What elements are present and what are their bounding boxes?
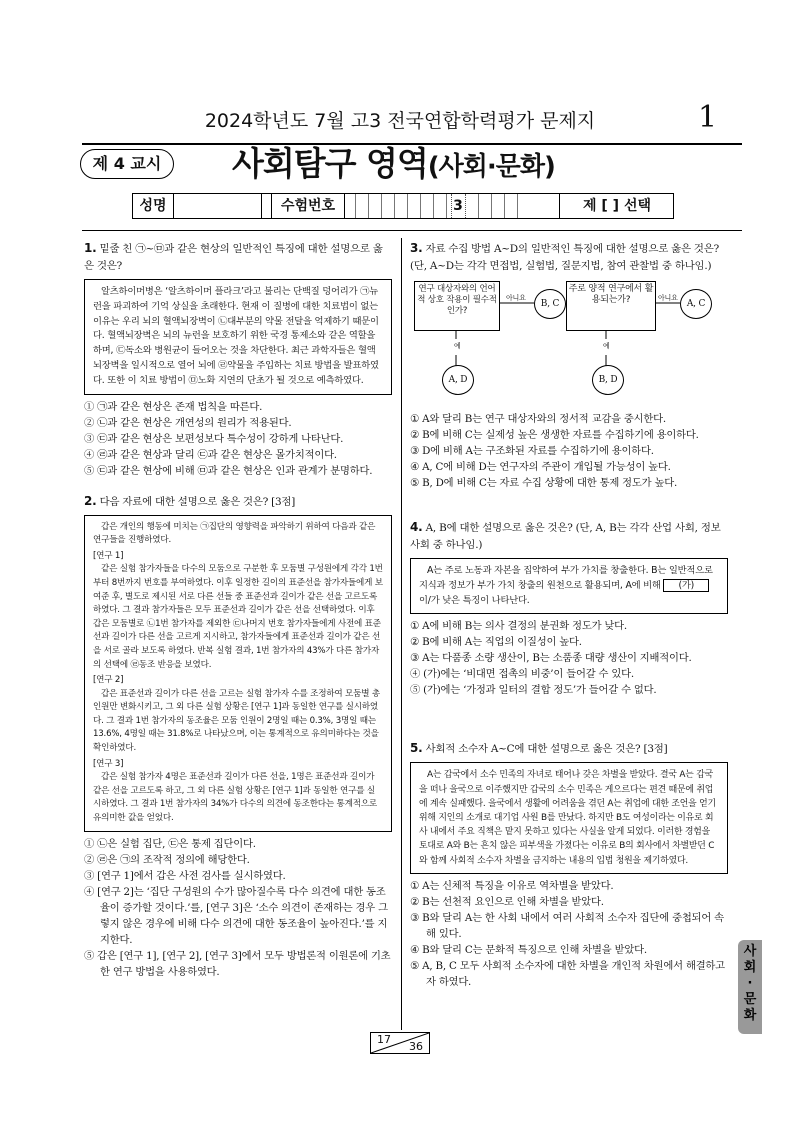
q2-option[interactable]: ① ㉡은 실험 집단, ㉢은 통제 집단이다. [84, 837, 256, 850]
right-column [410, 240, 728, 990]
q3-option[interactable]: ④ A, C에 비해 D는 연구자의 주관이 개입될 가능성이 높다. [410, 461, 671, 473]
diagram-question-2: 주로 양적 연구에서 활용되는가? [566, 281, 656, 331]
left-column [84, 240, 392, 980]
exam-no-label: 수험번호 [271, 194, 345, 218]
diagram-question-1: 연구 대상자와의 언어적 상호 작용이 필수적인가? [414, 281, 500, 331]
page-current: 17 [377, 1033, 391, 1046]
name-label: 성명 [133, 194, 174, 218]
q4-option[interactable]: ① A에 비해 B는 의사 결정의 분권화 정도가 낮다. [410, 620, 627, 633]
q2-option[interactable]: ③ [연구 1]에서 갑은 사전 검사를 실시하였다. [84, 869, 286, 882]
q3-stem: 3. 자료 수집 방법 A~D의 일반적인 특징에 대한 설명으로 옳은 것은? (단, A~D는 각각 면접법, 실험법, 질문지법, 참여 관찰법 중 하나임.) [410, 241, 719, 272]
study-2-text: 갑은 표준선과 길이가 다른 선을 고르는 실험 참가자 수를 조정하여 모둠별 총인원만 변화시키고, 그 외 다른 실험 상황은 [연구 1]과 동일한 연구를 실시하였다. 그 결과 1번 참가자의 동조율은 모둠 인원이 2명일 때는 0.3%, 3명일 때는 13.6%, 4명일 때는 31.8%로 나타났으며, 이는 통계적으로 유의미하다는 것을 확인하였다. [93, 688, 380, 754]
q3-option[interactable]: ② B에 비해 C는 실제성 높은 생생한 자료를 수집하기에 용이하다. [410, 429, 699, 441]
q3-option[interactable]: ③ D에 비해 A는 구조화된 자료를 수집하기에 용이하다. [410, 445, 654, 457]
q5-stem: 5. 사회적 소수자 A~C에 대한 설명으로 옳은 것은? [3점] [410, 741, 668, 756]
study-3-text: 갑은 실험 참가자 4명은 표준선과 길이가 다른 선을, 1명은 표준선과 길이가 같은 선을 고르도록 하고, 그 외 다른 실험 상황은 [연구 1]과 동일한 연구를 실시하였다. 그 결과 1번 참가자의 34%가 다수의 의견에 동조한다는 통계적으로 유의미한 값을 얻었다. [93, 772, 378, 824]
q5-option[interactable]: ① A는 신체적 특징을 이유로 역차별을 받았다. [410, 879, 614, 892]
subject-side-tab: 사 회 · 문 화 [738, 940, 762, 1034]
q2-option[interactable]: ② ㉣은 ㉠의 조작적 정의에 해당한다. [84, 853, 250, 866]
no-label-1: 아니요 [506, 294, 526, 302]
exam-no-digit: 3 [453, 198, 463, 214]
node-ad: A, D [442, 365, 474, 395]
q1-options [84, 399, 392, 479]
exam-no-field[interactable] [343, 194, 452, 218]
study-1-title: [연구 1] [93, 550, 124, 561]
top-rule [82, 230, 742, 231]
q1-stem: 1. 밑줄 친 ㉠~㉤과 같은 현상의 일반적인 특징에 대한 설명으로 옳은 것은? [84, 241, 383, 272]
q3-options [410, 411, 728, 491]
q1-option[interactable]: ① ㉠과 같은 현상은 존재 법칙을 따른다. [84, 400, 263, 413]
node-ac: A, C [680, 289, 712, 319]
yes-label-2: 예 [603, 339, 610, 355]
q5-option[interactable]: ② B는 선천적 요인으로 인해 차별을 받았다. [410, 895, 604, 908]
q2-passage: 갑은 개인의 행동에 미치는 ㉠집단의 영향력을 파악하기 위하여 다음과 같은 연구들을 진행하였다. [연구 1] 같은 실험 참가자들을 다수의 모둠으로 구분한 후 모둠별 구성원에게 각각 1번부터 8번까지 번호를 부여하였다. 이후 일정한 길이의 표준선을 참가자들에게 보여준 후, 별도로 제시된 서로 다른 선들 중 표준선과 길이가 같은 선을 고르도록 하였다. 그 결과 참가자들은 모두 표준선과 길이가 같은 선을 선택하였다. 이후 갑은 모둠별로 ㉡1번 참가자를 제외한 ㉢나머지 번호 참가자들에게 사전에 표준선과 길이가 다른 선을 고르게 지시하고, 참가자들에게 표준선과 길이가 같은 선을 서로 골라 보도록 하였다. 반복 실험 결과, 1번 참가자의 43%가 다른 참가자의 선택에 ㉣동조 반응을 보였다. [연구 2] 갑은 표준선과 길이가 다른 선을 고르는 실험 참가자 수를 조정하여 모둠별 총인원만 변화시키고, 그 외 다른 실험 상황은 [연구 1]과 동일한 연구를 실시하였다. 그 결과 1번 참가자의 동조율은 모둠 인원이 2명일 때는 0.3%, 3명일 때는 13.6%, 4명일 때는 31.8%로 나타났으며, 이는 통계적으로 유의미하다는 것을 확인하였다. [연구 3] 갑은 실험 참가자 4명은 표준선과 길이가 다른 선을, 1명은 표준선과 길이가 같은 선을 고르도록 하고, 그 외 다른 실험 상황은 [연구 1]과 동일한 연구를 실시하였다. 그 결과 1번 참가자의 34%가 다수의 의견에 동조한다는 통계적으로 유의미한 값을 얻었다. [84, 515, 392, 832]
q5-option[interactable]: ③ B와 달리 A는 한 사회 내에서 여러 사회적 소수자 집단에 중첩되어 속해 있다. [410, 911, 724, 940]
q2-option[interactable]: ⑤ 갑은 [연구 1], [연구 2], [연구 3]에서 모두 방법론적 이원론에 기초한 연구 방법을 사용하였다. [84, 949, 391, 978]
blank-ga: (가) [663, 579, 709, 592]
q4-options [410, 618, 728, 698]
q3-option[interactable]: ⑤ B, D에 비해 C는 자료 수집 상황에 대한 통제 정도가 높다. [410, 477, 678, 489]
subject-main: 사회탐구 영역 [232, 144, 428, 183]
q1-option[interactable]: ② ㉡과 같은 현상은 개연성의 원리가 적용된다. [84, 416, 292, 429]
q4-option[interactable]: ⑤ (가)에는 ‘가정과 일터의 결합 정도’가 들어갈 수 없다. [410, 684, 657, 697]
study-1-text: 같은 실험 참가자들을 다수의 모둠으로 구분한 후 모둠별 구성원에게 각각 1번부터 8번까지 번호를 부여하였다. 이후 일정한 길이의 표준선을 참가자들에게 보여준 후, 별도로 제시된 서로 다른 선들 중 표준선과 길이가 같은 선을 고르도록 하였다. 그 결과 참가자들은 모두 표준선과 길이가 같은 선을 선택하였다. 이후 갑은 모둠별로 ㉡1번 참가자를 제외한 ㉢나머지 번호 참가자들에게 사전에 표준선과 길이가 다른 선을 고르게 지시하고, 참가자들에게 표준선과 길이가 같은 선을 서로 골라 보도록 하였다. 반복 실험 결과, 1번 참가자의 43%가 다른 참가자의 선택에 ㉣동조 반응을 보였다. [93, 564, 383, 670]
column-divider [401, 238, 402, 1030]
yes-label-1: 예 [454, 339, 461, 355]
q1-option[interactable]: ③ ㉢과 같은 현상은 보편성보다 특수성이 강하게 나타난다. [84, 432, 344, 445]
q2-stem: 2. 다음 자료에 대한 설명으로 옳은 것은? [3점] [84, 493, 296, 508]
session-label: 제 4 교시 [80, 149, 174, 179]
no-label-2: 아니요 [658, 294, 678, 302]
node-bd: B, D [592, 365, 624, 395]
name-field[interactable] [173, 194, 262, 218]
q2-options [84, 836, 392, 980]
q3-flowchart [410, 279, 728, 407]
subject-sub: (사회·문화) [427, 152, 555, 182]
q3-option[interactable]: ① A와 달리 B는 연구 대상자와의 정서적 교감을 중시한다. [410, 413, 666, 425]
page-number-large: 1 [698, 100, 718, 135]
q5-option[interactable]: ⑤ A, B, C 모두 사회적 소수자에 대한 차별을 개인적 차원에서 해결하고자 하였다. [410, 959, 725, 988]
q4-option[interactable]: ④ (가)에는 ‘비대면 접촉의 비중’이 들어갈 수 있다. [410, 668, 634, 681]
q5-options [410, 878, 728, 990]
q1-option[interactable]: ④ ㉣과 같은 현상과 달리 ㉢과 같은 현상은 몰가치적이다. [84, 448, 337, 461]
q4-stem: 4. A, B에 대한 설명으로 옳은 것은? (단, A, B는 각각 산업 사회, 정보 사회 중 하나임.) [410, 520, 721, 551]
study-2-title: [연구 2] [93, 675, 124, 686]
exam-no-field-2[interactable] [465, 194, 530, 218]
q4-option[interactable]: ② B에 비해 A는 직업의 이질성이 높다. [410, 636, 582, 649]
page-indicator [370, 1032, 430, 1054]
q4-passage: A는 주로 노동과 자본을 집약하여 부가 가치를 창출한다. B는 일반적으로 지식과 정보가 부가 가치 창출의 원천으로 활용되며, A에 비해 (가) 이/가 낮은 특징이 나타난다. [410, 558, 728, 614]
q4-option[interactable]: ③ A는 다품종 소량 생산이, B는 소품종 대량 생산이 지배적이다. [410, 652, 692, 665]
exam-title: 2024학년도 7월 고3 전국연합학력평가 문제지 [204, 110, 596, 132]
q1-passage: 알츠하이머병은 ‘알츠하이머 플라크’라고 불리는 단백질 덩어리가 ㉠뉴런을 파괴하여 기억 상실을 초래한다. 현재 이 질병에 대한 치료법이 없는 이유는 우리 뇌의 혈액뇌장벽이 ㉡대부분의 약물 전달을 억제하기 때문이다. 혈액뇌장벽은 뇌의 뉴런을 보호하기 위한 국경 통제소와 같은 역할을 하며, ㉢독소와 병원균이 들어오는 것을 차단한다. 최근 과학자들은 혈액뇌장벽을 일시적으로 열어 뇌에 ㉣약물을 주입하는 치료 방법을 발표하였다. 또한 이 치료 방법이 ㉤노화 지연의 단초가 될 것으로 예측하였다. [84, 279, 392, 395]
q1-option[interactable]: ⑤ ㉢과 같은 현상에 비해 ㉤과 같은 현상은 인과 관계가 분명하다. [84, 464, 373, 477]
subject-title [232, 138, 555, 185]
choice-label: 제 [ ] 선택 [559, 194, 674, 218]
candidate-info-bar [132, 193, 674, 219]
q5-passage: A는 갑국에서 소수 민족의 자녀로 태어나 갖은 차별을 받았다. 결국 A는 갑국을 떠나 을국으로 이주했지만 갑국의 소수 민족은 게으르다는 편견 때문에 취업에 계속 실패했다. 을국에서 생활에 어려움을 겪던 A는 취업에 대한 조언을 얻기 위해 지인의 소개로 대기업 사원 B를 만났다. 하지만 B도 여성이라는 이유로 회사 내에서 주요 직책은 맡지 못하고 있다는 사실을 알게 되었다. 이러한 경험을 토대로 A와 B는 흔치 않은 피부색을 가졌다는 이유로 B의 회사에서 차별받던 C와 함께 사회적 소수자 차별을 금지하는 내용의 입법 청원을 제기하였다. [410, 762, 728, 873]
page-total: 36 [409, 1040, 423, 1053]
study-3-title: [연구 3] [93, 758, 124, 769]
q2-option[interactable]: ④ [연구 2]는 ‘집단 구성원의 수가 많아질수록 다수 의견에 대한 동조율이 증가할 것이다.’를, [연구 3]은 ‘소수 의견이 존재하는 경우 그렇지 않은 경우에 비해 다수 의견에 대한 동조율이 높아진다.’를 지지한다. [84, 885, 388, 946]
q5-option[interactable]: ④ B와 달리 C는 문화적 특징으로 인해 차별을 받았다. [410, 943, 647, 956]
node-bc: B, C [534, 289, 566, 319]
